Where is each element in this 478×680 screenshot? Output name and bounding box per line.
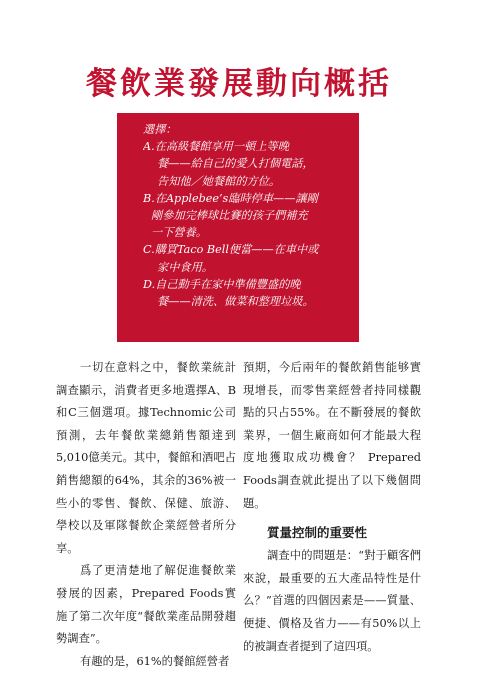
body-paragraph: 一切在意料之中，餐飲業統計調查顯示，消費者更多地選擇A、B和C三個選項。據Technomic公司預測，去年餐飲業總銷售額達到5,010億美元。其中，餐館和酒吧占銷售總額的64%，其余的36%被一些小的零售、餐飲、保健、旅游、學校以及軍隊餐飲企業經營者所分享。: [56, 361, 236, 555]
callout-line: 餐——清洗、做菜和整理垃圾。: [157, 295, 314, 309]
page-title: 餐飲業發展動向概括: [86, 66, 392, 102]
left-text-column: [56, 357, 236, 673]
body-paragraph: 爲了更清楚地了解促進餐飲業發展的因素，Prepared Foods實施了第二次年度“餐飲業產品開發趨勢調查”。: [56, 564, 236, 646]
callout-line: 選擇：: [143, 123, 177, 136]
body-paragraph: 有趣的是，61%的餐館經營者: [80, 654, 230, 668]
section-heading: 質量控制的重要性: [267, 525, 368, 541]
callout-option-b: B.在Applebee’s臨時停車——讓剛: [143, 191, 318, 205]
right-text-column: [243, 357, 421, 658]
callout-line: 告知他／她餐館的方位。: [157, 174, 281, 188]
options-callout-box: [117, 113, 359, 342]
body-paragraph: 預期，今后兩年的餐飲銷售能够實現增長，而零售業經營者持同樣觀點的只占55%。在不斷發展的餐飲業界，一個生廠商如何才能最大程度地獲取成功機會？ Prepared Foods調查就此提出了以下幾個問題。: [243, 361, 421, 510]
callout-line: 剛參加完棒球比賽的孩子們補充: [151, 209, 308, 223]
body-paragraph: 調查中的問題是：“對于顧客們來說，最重要的五大產品特性是什么？”首選的四個因素是——質量、便捷、價格及省力——有50%以上的被調查者提到了這四項。: [243, 549, 421, 653]
callout-option-c: C.購買Taco Bell便當——在車中或: [143, 243, 319, 257]
callout-line: 餐——給自己的愛人打個電話，: [157, 157, 314, 171]
callout-option-d: D.自己動手在家中準備豐盛的晚: [143, 277, 301, 291]
callout-line: 一下營養。: [151, 226, 207, 240]
callout-option-a: A.在高級餐館享用一頓上等晚: [143, 140, 289, 154]
callout-line: 家中食用。: [157, 260, 213, 274]
